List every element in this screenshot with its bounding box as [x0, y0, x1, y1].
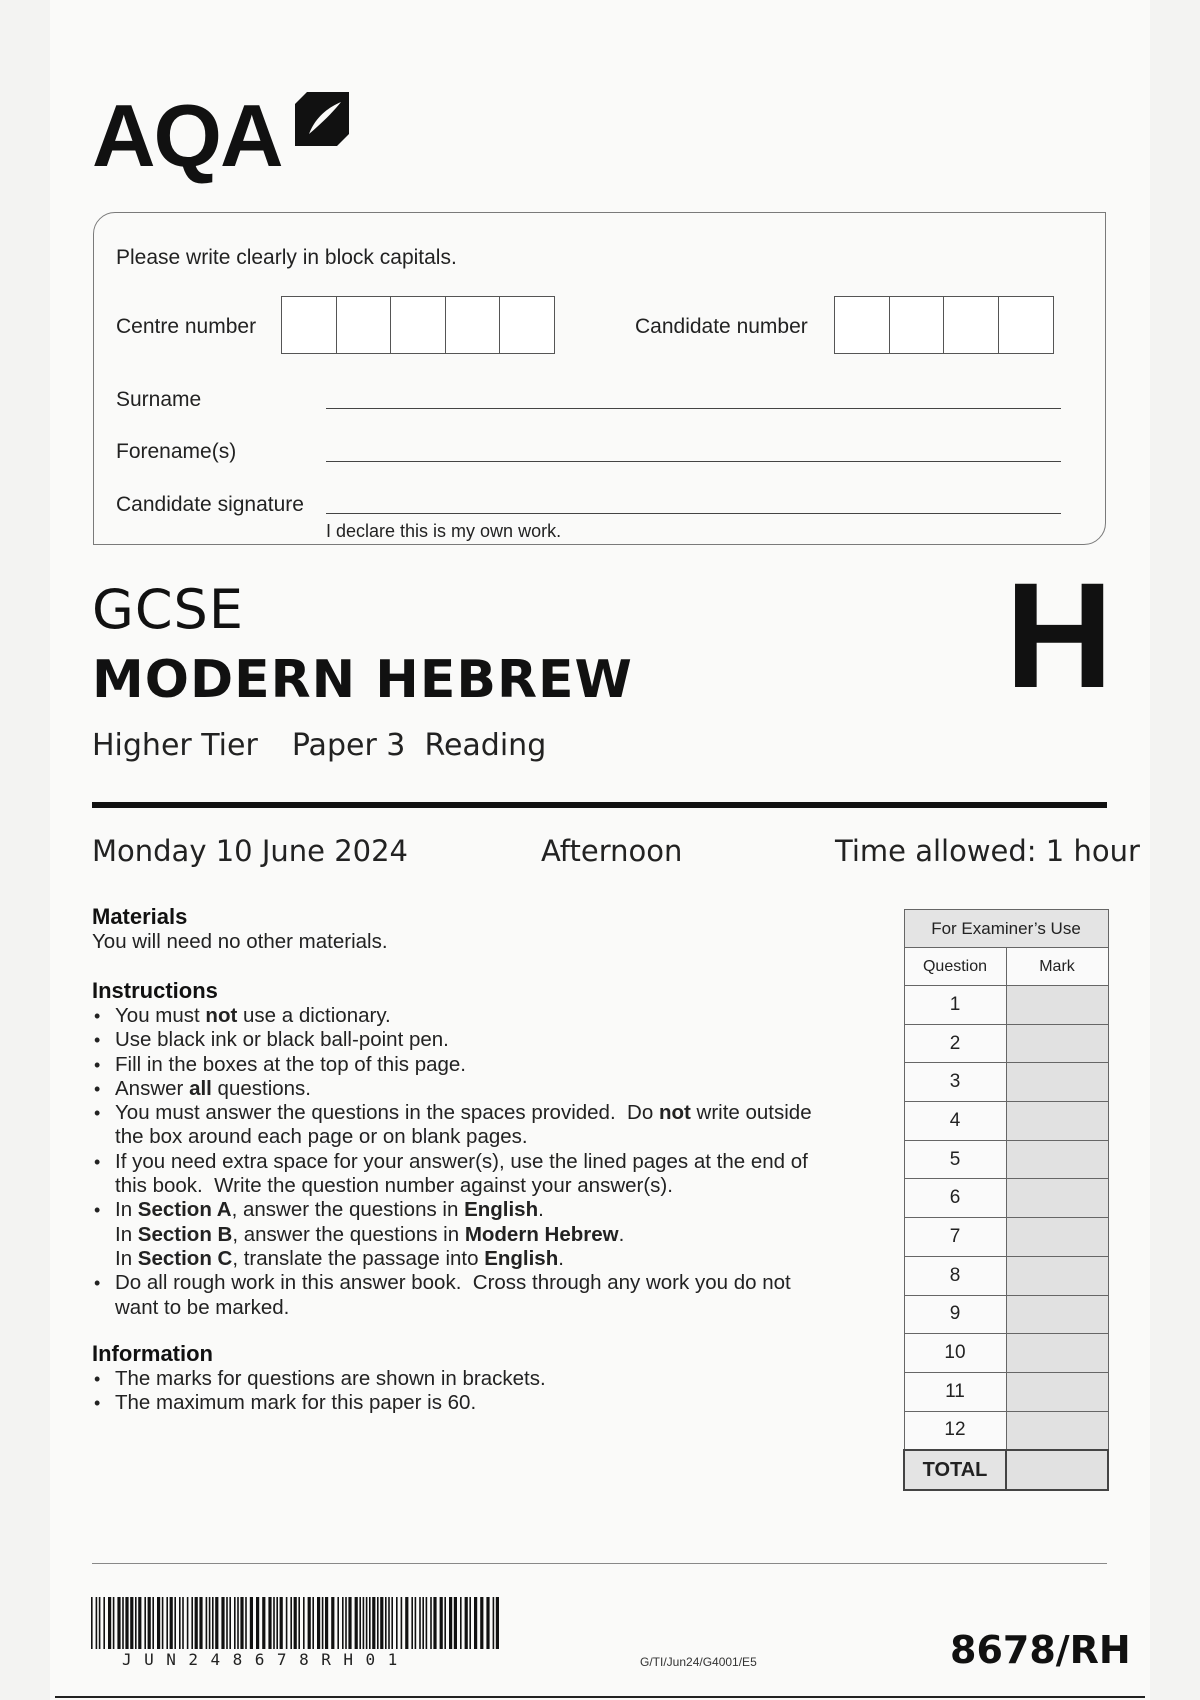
mark-column-header: Mark [1006, 948, 1108, 986]
surname-field[interactable] [326, 408, 1061, 409]
mark-cell [1006, 1334, 1108, 1373]
mark-cell [1006, 1024, 1108, 1063]
instruction-item: • If you need extra space for your answer(s), use the lined pages at the end of this book. Write the question number against your answer(s). [92, 1150, 912, 1199]
mark-cell [1006, 1063, 1108, 1102]
instructions-heading: Instructions [92, 978, 218, 1003]
question-number: 4 [904, 1102, 1006, 1141]
materials-heading: Materials [92, 904, 188, 929]
question-number: 12 [904, 1411, 1006, 1450]
barcode-text: JUN248678RH01 [122, 1650, 410, 1669]
page-bottom-rule [55, 1696, 1145, 1698]
materials-text: You will need no other materials. [92, 930, 388, 953]
tier-label: Higher Tier [92, 728, 258, 763]
mark-cell [1006, 986, 1108, 1025]
question-number: 7 [904, 1218, 1006, 1257]
tier-paper-line [92, 728, 580, 763]
total-label: TOTAL [904, 1450, 1006, 1490]
aqa-logo-text: AQA [92, 86, 282, 185]
tier-letter: H [1005, 551, 1114, 719]
question-column-header: Question [904, 948, 1006, 986]
surname-label: Surname [116, 388, 202, 411]
instruction-item: • You must answer the questions in the spaces provided. Do not write outside the box around each page or on blank pages. [92, 1101, 912, 1150]
information-item: • The marks for questions are shown in brackets. [92, 1367, 892, 1391]
question-number: 5 [904, 1140, 1006, 1179]
centre-number-digit[interactable] [281, 296, 337, 354]
examiner-use-table [903, 909, 1109, 1491]
centre-number-digit[interactable] [499, 296, 555, 354]
forename-label: Forename(s) [116, 440, 237, 463]
mark-cell [1006, 1218, 1108, 1257]
examiner-table-title: For Examiner’s Use [904, 910, 1108, 948]
question-number: 10 [904, 1334, 1006, 1373]
declaration-text: I declare this is my own work. [326, 521, 562, 541]
centre-number-label: Centre number [116, 315, 257, 338]
question-number: 2 [904, 1024, 1006, 1063]
information-heading: Information [92, 1341, 213, 1366]
time-allowed: Time allowed: 1 hour [835, 834, 1140, 868]
total-mark-cell [1006, 1450, 1108, 1490]
divider-thick [92, 802, 1107, 808]
subject-title: MODERN HEBREW [92, 650, 633, 710]
instruction-item: • Use black ink or black ball-point pen. [92, 1028, 912, 1052]
aqa-logo-mark-icon [293, 90, 351, 148]
mark-cell [1006, 1295, 1108, 1334]
centre-number-digit[interactable] [390, 296, 446, 354]
question-number: 3 [904, 1063, 1006, 1102]
instruction-item: • Fill in the boxes at the top of this page. [92, 1053, 912, 1077]
instruction-item: • Answer all questions. [92, 1077, 912, 1101]
mark-cell [1006, 1411, 1108, 1450]
mark-cell [1006, 1179, 1108, 1218]
materials-section [92, 904, 892, 954]
exam-session: Afternoon [541, 834, 683, 868]
question-number: 8 [904, 1256, 1006, 1295]
question-number: 1 [904, 986, 1006, 1025]
qualification-title: GCSE [92, 578, 244, 641]
centre-number-digit[interactable] [445, 296, 501, 354]
information-list [92, 1367, 892, 1416]
signature-field[interactable] [326, 513, 1061, 514]
question-number: 9 [904, 1295, 1006, 1334]
forename-field[interactable] [326, 461, 1061, 462]
document-reference: G/TI/Jun24/G4001/E5 [640, 1655, 757, 1669]
mark-cell [1006, 1372, 1108, 1411]
instruction-item: • Do all rough work in this answer book. Cross through any work you do not want to be marked. [92, 1271, 912, 1320]
instruction-item: • You must not use a dictionary. [92, 1004, 912, 1028]
exam-date: Monday 10 June 2024 [92, 834, 408, 868]
candidate-number-digit[interactable] [889, 296, 945, 354]
question-number: 11 [904, 1372, 1006, 1411]
information-item: • The maximum mark for this paper is 60. [92, 1391, 892, 1415]
question-number: 6 [904, 1179, 1006, 1218]
paper-code: 8678/RH [950, 1628, 1131, 1672]
centre-number-boxes [281, 296, 555, 354]
centre-number-digit[interactable] [336, 296, 392, 354]
mark-cell [1006, 1256, 1108, 1295]
mark-cell [1006, 1102, 1108, 1141]
candidate-number-digit[interactable] [943, 296, 999, 354]
candidate-number-digit[interactable] [998, 296, 1054, 354]
mark-cell [1006, 1140, 1108, 1179]
instructions-section [92, 978, 912, 1320]
barcode-image [91, 1597, 503, 1649]
candidate-number-label: Candidate number [635, 315, 808, 338]
footer-divider [92, 1563, 1107, 1564]
block-capitals-instruction: Please write clearly in block capitals. [116, 246, 457, 269]
candidate-number-digit[interactable] [834, 296, 890, 354]
paper-label: Paper 3 Reading [291, 728, 547, 763]
signature-label: Candidate signature [116, 493, 304, 516]
information-section [92, 1341, 892, 1416]
instruction-item: • In Section A, answer the questions in English. In Section B, answer the questions in Modern Hebrew. In Section C, translate the passage into English. [92, 1198, 912, 1271]
candidate-number-boxes [834, 296, 1054, 354]
instructions-list [92, 1004, 912, 1320]
